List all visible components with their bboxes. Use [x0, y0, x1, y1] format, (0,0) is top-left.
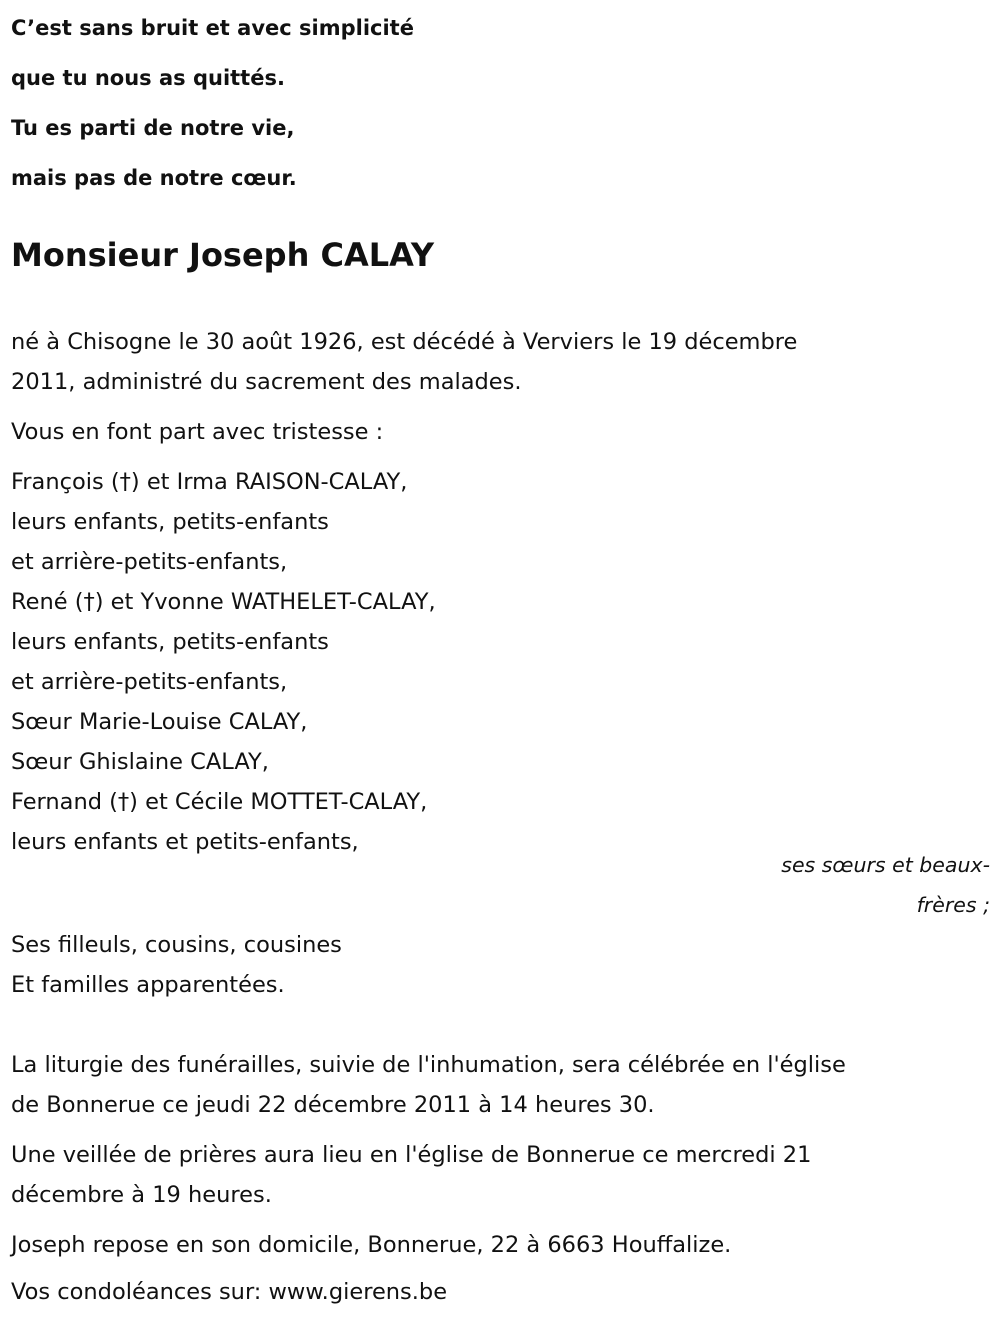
birth-death-info	[11, 322, 990, 402]
text-line: La liturgie des funérailles, suivie de l'inhumation, sera célébrée en l'église	[11, 1052, 846, 1078]
text-line: décembre à 19 heures.	[11, 1182, 272, 1208]
other-relatives	[11, 925, 990, 1005]
text-line: Et familles apparentées.	[11, 972, 285, 998]
family-line: Sœur Ghislaine CALAY,	[11, 749, 269, 775]
family-line: Sœur Marie-Louise CALAY,	[11, 709, 308, 735]
text-line: né à Chisogne le 30 août 1926, est décédé à Verviers le 19 décembre	[11, 329, 798, 355]
family-line: leurs enfants et petits-enfants,	[11, 829, 359, 855]
announcement: Vous en font part avec tristesse :	[11, 419, 384, 445]
condolences-link[interactable]: Vos condoléances sur: www.gierens.be	[11, 1279, 448, 1305]
rest-info: Joseph repose en son domicile, Bonnerue, 22 à 6663 Houffalize.	[11, 1232, 732, 1258]
family-list	[11, 462, 990, 862]
poem	[11, 3, 990, 203]
text-line: Ses filleuls, cousins, cousines	[11, 932, 342, 958]
text-line: de Bonnerue ce jeudi 22 décembre 2011 à 14 heures 30.	[11, 1092, 655, 1118]
poem-line: que tu nous as quittés.	[11, 66, 285, 90]
family-line: et arrière-petits-enfants,	[11, 669, 288, 695]
poem-line: C’est sans bruit et avec simplicité	[11, 16, 414, 40]
family-line: leurs enfants, petits-enfants	[11, 629, 329, 655]
family-line: Fernand (†) et Cécile MOTTET-CALAY,	[11, 789, 428, 815]
family-line: et arrière-petits-enfants,	[11, 549, 288, 575]
deceased-name: Monsieur Joseph CALAY	[11, 236, 435, 274]
text-line: frères ;	[916, 893, 990, 917]
poem-line: mais pas de notre cœur.	[11, 166, 297, 190]
family-line: René (†) et Yvonne WATHELET-CALAY,	[11, 589, 436, 615]
family-line: François (†) et Irma RAISON-CALAY,	[11, 469, 408, 495]
text-line: Une veillée de prières aura lieu en l'église de Bonnerue ce mercredi 21	[11, 1142, 812, 1168]
poem-line: Tu es parti de notre vie,	[11, 116, 295, 140]
funeral-info	[11, 1045, 990, 1125]
text-line: 2011, administré du sacrement des malades.	[11, 369, 522, 395]
family-line: leurs enfants, petits-enfants	[11, 509, 329, 535]
text-line: ses sœurs et beaux-	[781, 853, 990, 877]
vigil-info	[11, 1135, 990, 1215]
